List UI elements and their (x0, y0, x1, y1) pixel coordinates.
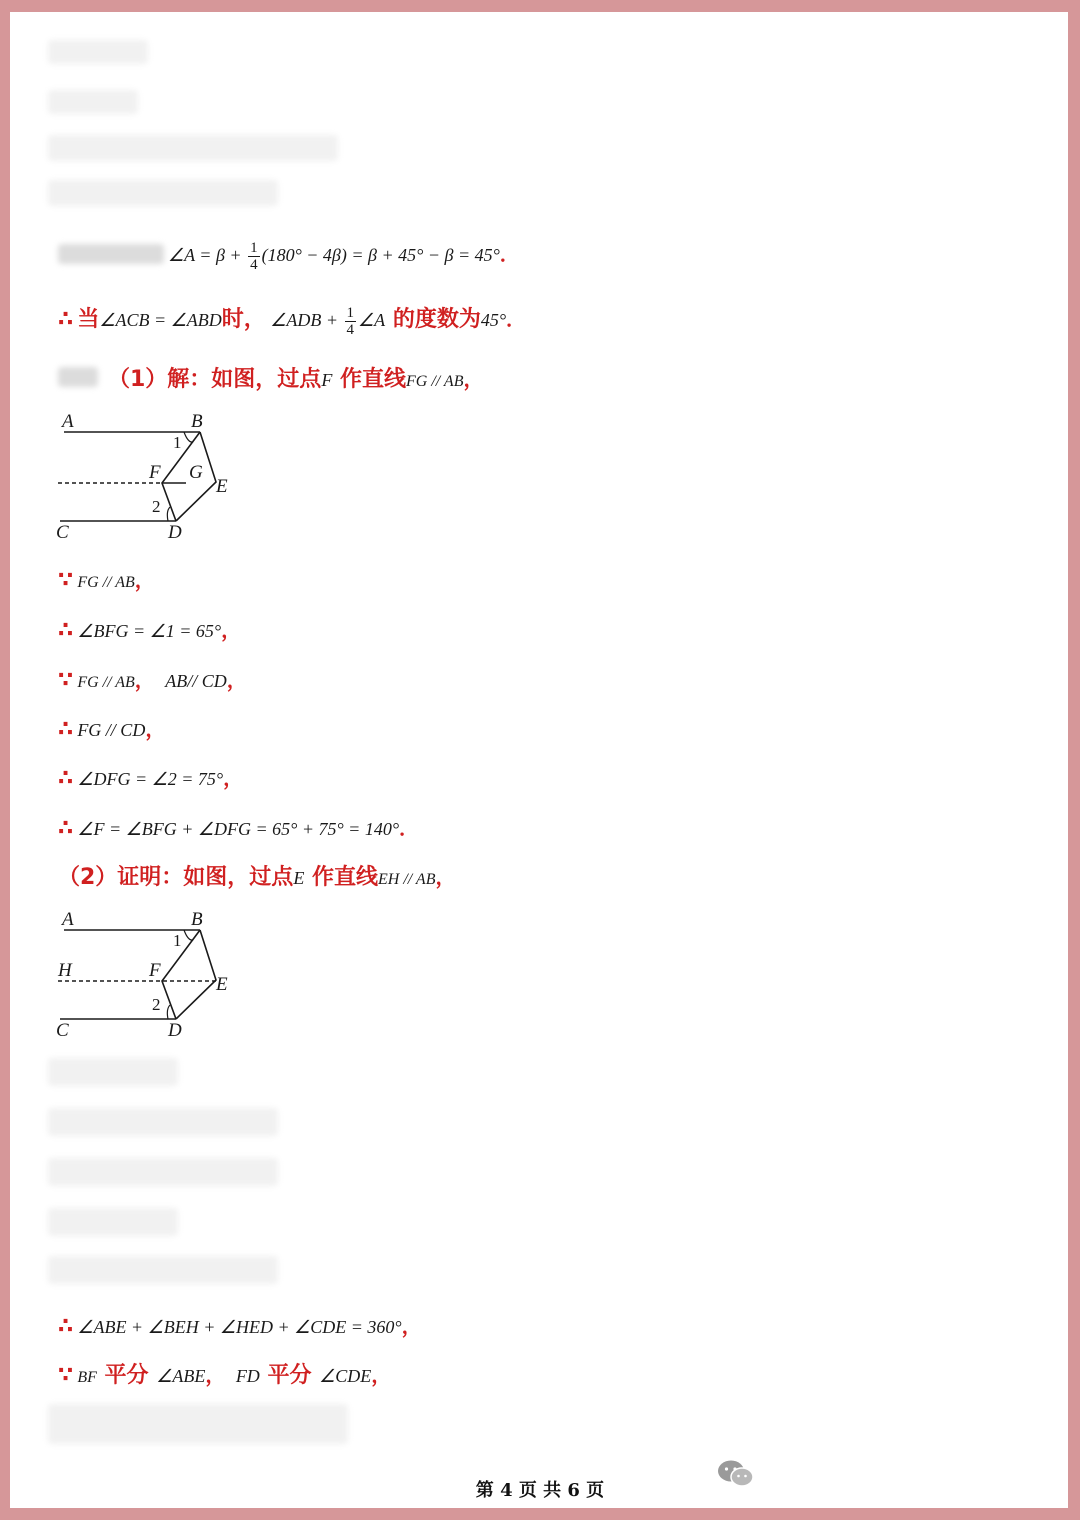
blurred-text-block (58, 244, 164, 264)
statement-line: ∵ FG // AB， AB// CD， (58, 668, 247, 693)
equation-text: ∠A = β + (168, 245, 247, 265)
statement-line: ∵ BF 平分 ∠ABE， FD 平分 ∠CDE， (58, 1363, 392, 1388)
point-label-A: A (62, 909, 74, 930)
angle-label-1: 1 (173, 433, 182, 452)
part2-heading: （2）证明：如图，过点E 作直线EH // AB， (58, 865, 456, 890)
blurred-text-block (58, 367, 98, 387)
angle-label-2: 2 (152, 995, 161, 1014)
blurred-text-block (48, 1108, 278, 1136)
statement-line: ∴ ∠F = ∠BFG + ∠DFG = 65° + 75° = 140°． (58, 816, 420, 841)
angle-label-1: 1 (173, 931, 182, 950)
statement-line: ∴ ∠ABE + ∠BEH + ∠HED + ∠CDE = 360°， (58, 1314, 422, 1339)
point-label-D: D (168, 1020, 182, 1041)
blurred-text-block (48, 1256, 278, 1284)
point-label-A: A (62, 411, 74, 432)
point-label-E: E (216, 974, 228, 995)
statement-line: ∵ FG // AB， (58, 568, 155, 593)
watermark (716, 1458, 802, 1490)
point-label-F: F (149, 462, 161, 483)
fraction: $\frac{1}{4}$ (250, 240, 258, 274)
fraction: $\frac{1}{4}$ (346, 305, 355, 339)
point-label-B: B (191, 411, 203, 432)
blurred-text-block (48, 180, 278, 206)
point-label-C: C (56, 522, 69, 543)
angle-label-2: 2 (152, 497, 161, 516)
statement-line: ∴ ∠BFG = ∠1 = 65°， (58, 618, 242, 643)
blurred-text-block (48, 40, 148, 64)
point-label-F: F (149, 960, 161, 981)
blurred-text-block (48, 1158, 278, 1186)
blurred-text-block (48, 1404, 348, 1444)
statement-line: ∴ FG // CD， (58, 717, 166, 742)
point-label-G: G (189, 462, 203, 483)
blurred-text-block (48, 135, 338, 161)
conclusion-line: ∴ 当∠ACB = ∠ABD时， ∠ADB + $\frac{1}{4}$ ∠A 的度数为45°． (58, 305, 527, 339)
geometry-figure-1 (50, 405, 250, 550)
point-label-E: E (216, 476, 228, 497)
watermark-blurred-text (764, 1460, 802, 1488)
equation-text: (180° − 4β) = β + 45° − β = 45° (261, 245, 500, 265)
part1-heading: （1）解：如图，过点F 作直线FG // AB， (108, 367, 484, 392)
point-label-D: D (168, 522, 182, 543)
geometry-figure-2 (50, 903, 250, 1048)
point-label-B: B (191, 909, 203, 930)
wechat-icon (716, 1458, 756, 1490)
equation-line-1: ∠A = β + $\frac{1}{4}$ (180° − 4β) = β + 45° − β = 45°． (168, 240, 520, 274)
blurred-text-block (48, 1208, 178, 1236)
page-footer: 第 4 页 共 6 页 (475, 1480, 605, 1501)
statement-line: ∴ ∠DFG = ∠2 = 75°， (58, 766, 244, 791)
point-label-H: H (58, 960, 72, 981)
blurred-text-block (48, 90, 138, 114)
blurred-text-block (48, 1058, 178, 1086)
point-label-C: C (56, 1020, 69, 1041)
